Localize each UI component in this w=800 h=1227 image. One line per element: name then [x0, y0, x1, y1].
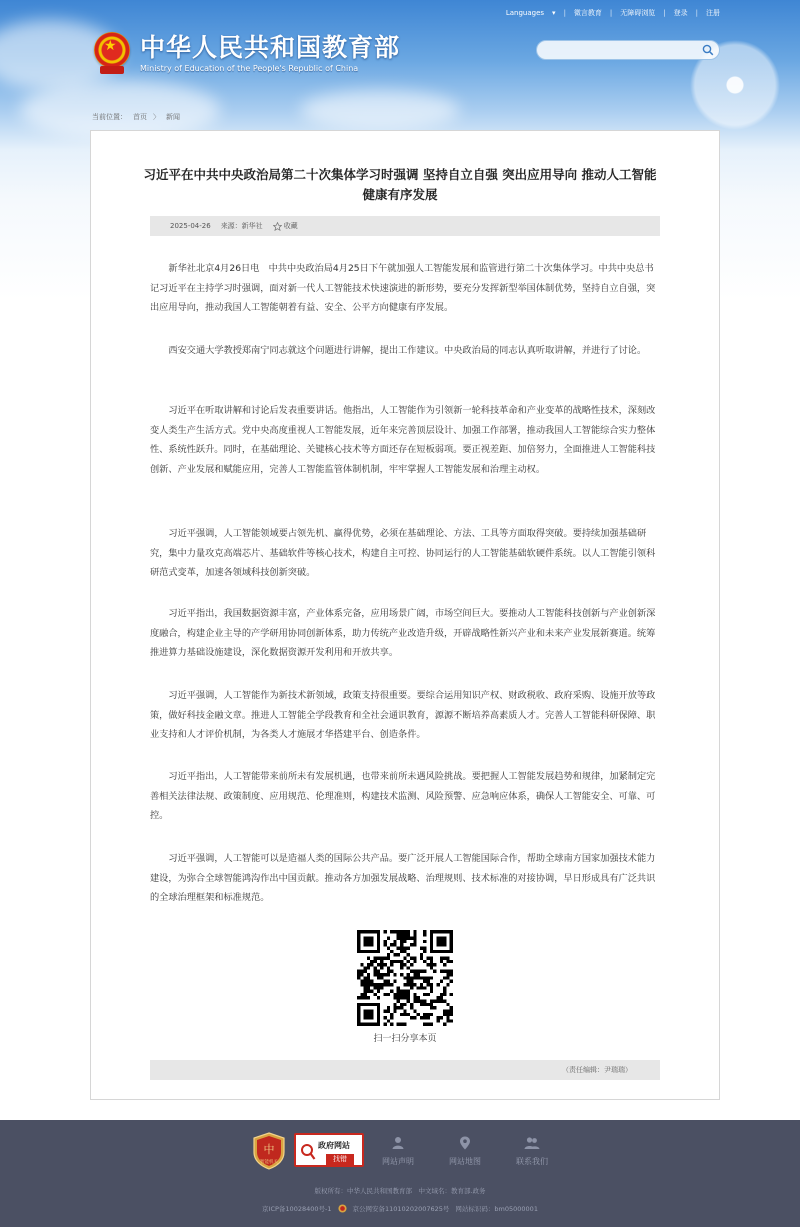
- breadcrumb-home[interactable]: 首页: [133, 113, 147, 121]
- favorite-label: 收藏: [283, 222, 298, 230]
- search-input[interactable]: [545, 45, 695, 63]
- footer-link-label: 网站地图: [449, 1157, 481, 1166]
- gov-error-report-badge[interactable]: [294, 1133, 364, 1167]
- footer-link-contact[interactable]: [502, 1136, 562, 1167]
- breadcrumb: [92, 112, 180, 122]
- weibo-link[interactable]: 微言教育: [573, 9, 602, 17]
- divider: |: [695, 9, 698, 17]
- copyright-text: 版权所有：中华人民共和国教育部 中文域名：教育部.政务: [314, 1187, 486, 1195]
- smart-agency-label: 智能机关: [260, 1160, 278, 1165]
- footer-link-label: 联系我们: [516, 1157, 548, 1166]
- article-meta: [150, 216, 660, 236]
- logo-title-en: Ministry of Education of the People's Republic of China: [140, 64, 359, 73]
- national-emblem-icon: ★: [92, 30, 132, 76]
- article-source: 来源：新华社: [220, 222, 263, 230]
- logo-title-cn: 中华人民共和国教育部: [140, 33, 401, 62]
- article-paragraph: 习近平强调，人工智能作为新技术新领域，政策支持很重要。要综合运用知识产权、财政税收、政府采购、设施开放等政策，做好科技金融文章。推进人工智能全学段教育和全社会通识教育，源源不断培养高素质人才。完善人工智能科研保障、职业支持和人才评价机制，为各类人才施展才华搭建平台、创造条件。: [150, 690, 656, 740]
- location-pin-icon: [459, 1136, 471, 1150]
- article-paragraph: 习近平在听取讲解和讨论后发表重要讲话。他指出，人工智能作为引领新一轮科技革命和产业变革的战略性技术，深刻改变人类生产生活方式。党中央高度重视人工智能发展，近年来完善顶层设计、加强工作部署，推动我国人工智能综合实力整体性、系统性跃升。同时，在基础理论、关键核心技术等方面还存在短板弱项。要正视差距、加倍努力，全面推进人工智能科技创新、产业发展和赋能应用，完善人工智能监管体制机制，牢牢掌握人工智能发展和治理主动权。: [150, 405, 656, 475]
- share-qr-code: [357, 930, 453, 1026]
- site-logo[interactable]: [92, 30, 400, 76]
- breadcrumb-prefix: 当前位置：: [92, 113, 127, 121]
- article-paragraph: 新华社北京4月26日电 中共中央政治局4月25日下午就加强人工智能发展和监管进行第二十次集体学习。中共中央总书记习近平在主持学习时强调，面对新一代人工智能技术快速演进的新形势，要充分发挥新型举国体制优势，坚持自立自强，突出应用导向，推动我国人工智能朝着有益、安全、公平方向健康有序发展。: [150, 263, 656, 313]
- register-link[interactable]: 注册: [706, 9, 720, 17]
- login-link[interactable]: 登录: [673, 9, 688, 17]
- search-icon[interactable]: [702, 44, 714, 56]
- chevron-down-icon[interactable]: ▾: [552, 9, 556, 17]
- article-paragraph: 习近平指出，我国数据资源丰富，产业体系完备，应用场景广阔，市场空间巨大。要推动人工智能科技创新与产业创新深度融合，构建企业主导的产学研用协同创新体系，助力传统产业改造升级，开辟战略性新兴产业和未来产业发展新赛道。统筹推进算力基础设施建设，深化数据资源开发利用和开放共享。: [150, 608, 656, 658]
- article-title: 习近平在中共中央政治局第二十次集体学习时强调 坚持自立自强 突出应用导向 推动人工智能健康有序发展: [143, 167, 657, 202]
- article-paragraph: 习近平强调，人工智能可以是造福人类的国际公共产品。要广泛开展人工智能国际合作，帮助全球南方国家加强技术能力建设，为弥合全球智能鸿沟作出中国贡献。推动各方加强发展战略、治理规则、技术标准的对接协调，早日形成具有广泛共识的全球治理框架和标准规范。: [150, 853, 656, 903]
- top-links: [506, 8, 720, 18]
- search-box: [536, 40, 720, 60]
- svg-text:中: 中: [263, 1143, 275, 1156]
- favorite-button[interactable]: [273, 221, 298, 231]
- editor-name: （责任编辑：尹瑞瑞）: [562, 1066, 632, 1074]
- divider: |: [663, 9, 666, 17]
- article-date: 2025-04-26: [170, 222, 211, 230]
- gov-badge-title: 政府网站: [318, 1141, 350, 1150]
- footer-link-sitemap[interactable]: [435, 1136, 495, 1167]
- registration-info: [0, 1204, 800, 1213]
- qr-caption: 扫一扫分享本页: [373, 1034, 437, 1044]
- user-icon: [392, 1136, 404, 1150]
- magnifier-icon: [300, 1142, 316, 1162]
- footer-link-statement[interactable]: [368, 1136, 428, 1167]
- divider: |: [563, 9, 566, 17]
- smart-agency-badge[interactable]: [252, 1132, 286, 1170]
- site-code: 网站标识码：bm05000001: [455, 1205, 538, 1213]
- editor-bar: [150, 1060, 660, 1080]
- article-paragraph: 西安交通大学教授郑南宁同志就这个问题进行讲解，提出工作建议。中央政治局的同志认真听取讲解，并进行了讨论。: [168, 345, 647, 356]
- police-record-link[interactable]: 京公网安备11010202007625号: [352, 1205, 450, 1213]
- breadcrumb-sep: 〉: [153, 113, 160, 121]
- gov-badge-action: 找错: [326, 1154, 354, 1165]
- languages-link[interactable]: Languages: [505, 9, 545, 17]
- article-paragraph: 习近平强调，人工智能领域要占领先机、赢得优势，必须在基础理论、方法、工具等方面取得突破。要持续加强基础研究，集中力量攻克高端芯片、基础软件等核心技术，构建自主可控、协同运行的人工智能基础软硬件系统。以人工智能引领科研范式变革，加速各领域科技创新突破。: [150, 528, 656, 578]
- footer-link-label: 网站声明: [382, 1157, 414, 1166]
- divider: |: [609, 9, 613, 17]
- police-emblem-icon: [338, 1204, 347, 1213]
- contacts-icon: [524, 1136, 540, 1150]
- icp-link[interactable]: 京ICP备10028400号-1: [262, 1205, 332, 1213]
- article-paragraph: 习近平指出，人工智能带来前所未有发展机遇，也带来前所未遇风险挑战。要把握人工智能发展趋势和规律，加紧制定完善相关法律法规、政策制度、应用规范、伦理准则，构建技术监测、风险预警、应急响应体系，确保人工智能安全、可靠、可控。: [150, 771, 656, 821]
- breadcrumb-current[interactable]: 新闻: [166, 113, 180, 121]
- accessible-link[interactable]: 无障碍浏览: [620, 9, 656, 17]
- star-icon: [273, 222, 282, 231]
